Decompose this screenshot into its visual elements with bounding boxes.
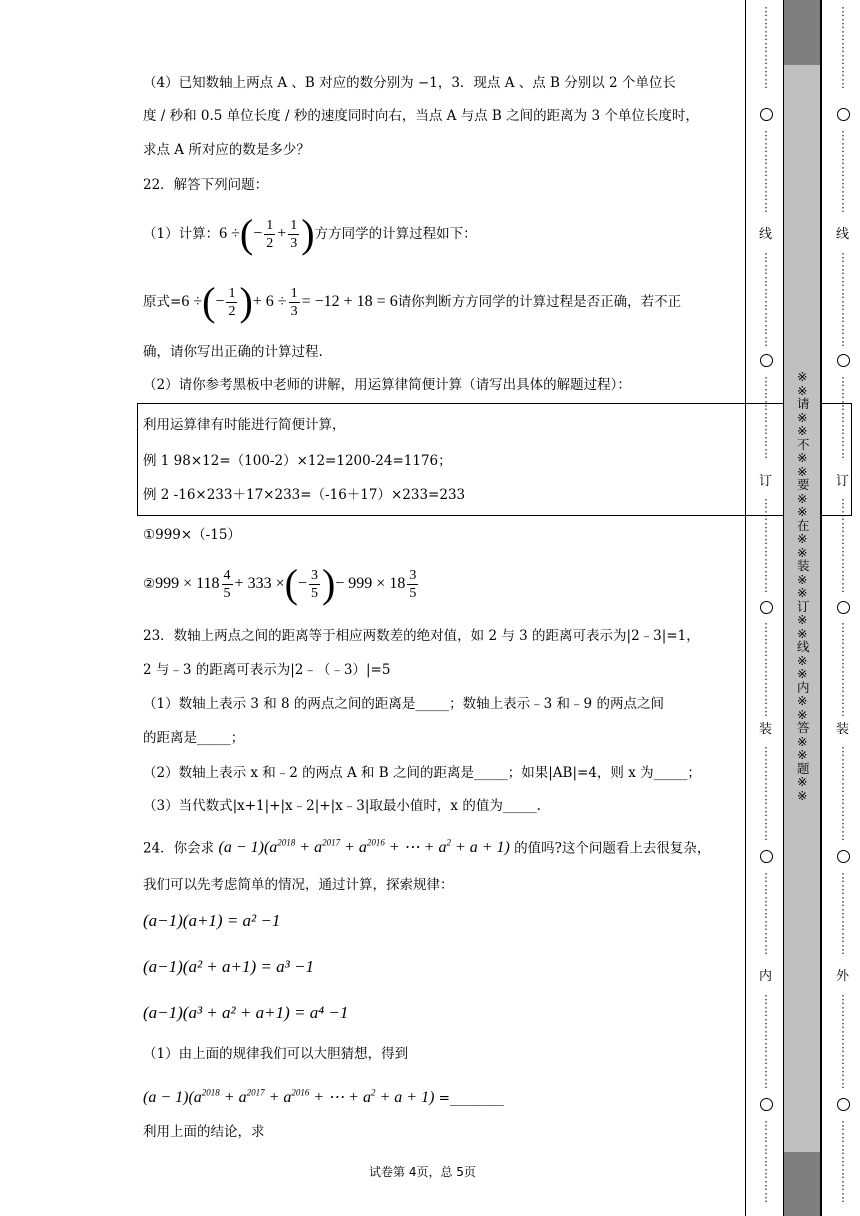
q24-eq2: (a−1)(a² + a+1) = a³ −1 bbox=[143, 957, 314, 976]
margin-char-bind: 订 bbox=[836, 474, 850, 489]
right-paren: ) bbox=[239, 279, 253, 324]
dots: ⋮ ⋮ ⋮ ⋮ ⋮ ⋮ ⋮ ⋮ bbox=[837, 993, 849, 1090]
circle-icon bbox=[837, 601, 850, 614]
q22-orig-expr-a: 6 ÷ bbox=[181, 293, 203, 310]
margin-rule-right bbox=[821, 0, 822, 1216]
q24-series-expr: $(a - 1)(a^{2018} + a^{2017} + a^{2016}$ + ⋯ + $a^2 + a + 1$) bbox=[143, 1088, 435, 1107]
margin-char-line: 线 bbox=[759, 227, 773, 242]
q22-orig-prefix: 原式= bbox=[143, 294, 182, 310]
q23-part1-line1: （1）数轴上表示 3 和 8 的两点之间的距离是_____；数轴上表示﹣3 和﹣9 的两点之间 bbox=[143, 696, 664, 712]
fraction-1-3 bbox=[288, 217, 299, 252]
q22-orig-suffix: 请你判断方方同学的计算过程是否正确，若不正 bbox=[397, 294, 682, 310]
q22-part1-expr-a: 6 ÷ bbox=[219, 225, 240, 242]
dots: ⋮ ⋮ ⋮ ⋮ ⋮ ⋮ ⋮ ⋮ bbox=[760, 251, 772, 348]
dots: ⋮ ⋮ ⋮ ⋮ ⋮ ⋮ ⋮ ⋮ bbox=[837, 745, 849, 842]
warning-text: ※※请※※不※※要※※在※※装※※订※※线※※内※※答※※题※※ bbox=[797, 369, 810, 803]
q24-part1: （1）由上面的规律我们可以大胆猜想，得到 bbox=[143, 1046, 409, 1062]
fraction-1-2 bbox=[226, 285, 237, 320]
fraction-3-5 bbox=[309, 567, 320, 602]
right-paren: ) bbox=[321, 561, 336, 606]
fraction-3-5 bbox=[407, 567, 418, 602]
frac-num: 4 bbox=[223, 567, 231, 583]
q22-item2-prefix: ② bbox=[143, 576, 156, 592]
margin-rule-left bbox=[745, 0, 746, 1216]
q23-part2: （2）数轴上表示 x 和﹣2 的两点 A 和 B 之间的距离是_____；如果|AB|=4，则 x 为_____； bbox=[143, 765, 701, 781]
dots: ⋮ ⋮ ⋮ ⋮ ⋮ ⋮ ⋮ ⋮ bbox=[760, 745, 772, 842]
strip-top-block bbox=[784, 0, 820, 65]
circle-icon bbox=[760, 108, 773, 121]
right-paren: ) bbox=[301, 211, 315, 256]
q22-item2 bbox=[143, 562, 420, 606]
dots: ⋮ ⋮ ⋮ ⋮ ⋮ ⋮ ⋮ ⋮ bbox=[837, 251, 849, 348]
margin-char-pack: 装 bbox=[836, 722, 850, 737]
q24-line1-prefix: 24．你会求 bbox=[143, 840, 215, 857]
q23-part3: （3）当代数式|x+1|+|x﹣2|+|x﹣3|取最小值时，x 的值为_____. bbox=[143, 798, 541, 814]
margin-char-outside: 外 bbox=[836, 969, 850, 984]
q21-4-line1: （4）已知数轴上两点 A 、B 对应的数分别为 −1，3．现点 A 、点 B 分别以 2 个单位长 bbox=[143, 75, 676, 91]
dots: ⋮ ⋮ ⋮ ⋮ ⋮ ⋮ ⋮ ⋮ bbox=[760, 621, 772, 718]
q22-item2-mid: + 333 × bbox=[234, 575, 285, 592]
circle-icon bbox=[837, 1098, 850, 1111]
frac-num: 1 bbox=[290, 285, 298, 301]
q22-part2: （2）请你参考黑板中老师的讲解，用运算律简便计算（请写出具体的解题过程）： bbox=[143, 377, 631, 393]
q23-part1-line2: 的距离是_____； bbox=[143, 730, 245, 746]
frac-den: 3 bbox=[290, 235, 298, 251]
q24-eq3: (a−1)(a³ + a² + a+1) = a⁴ −1 bbox=[143, 1003, 349, 1022]
dots: ⋮ ⋮ ⋮ ⋮ ⋮ ⋮ ⋮ ⋮ bbox=[760, 497, 772, 594]
q22-orig-tail: = −12 + 18 = 6 bbox=[301, 293, 398, 310]
circle-icon bbox=[837, 354, 850, 367]
frac-num: 3 bbox=[409, 567, 417, 583]
circle-icon bbox=[760, 1098, 773, 1111]
q24-line2: 我们可以先考虑简单的情况，通过计算，探索规律： bbox=[143, 877, 454, 893]
q24-line1 bbox=[143, 833, 710, 858]
q22-part1-suffix: 方方同学的计算过程如下： bbox=[314, 226, 477, 242]
q23-line2: 2 与﹣3 的距离可表示为|2﹣（﹣3）|=5 bbox=[143, 662, 391, 678]
margin-char-bind: 订 bbox=[759, 474, 773, 489]
minus-sign: − bbox=[215, 293, 225, 310]
circle-icon bbox=[837, 108, 850, 121]
frac-den: 5 bbox=[310, 585, 318, 601]
frac-den: 5 bbox=[223, 585, 231, 601]
minus-sign: − bbox=[253, 225, 263, 242]
q24-series-expr: $(a - 1)(a^{2018} + a^{2017} + a^{2016}$ + ⋯ + $a^2 + a + 1$) bbox=[218, 838, 510, 857]
q24-answer-blank[interactable]: =________ bbox=[434, 1090, 504, 1107]
minus-sign: − bbox=[297, 575, 307, 592]
frac-num: 1 bbox=[290, 217, 298, 233]
dots: ⋮ ⋮ ⋮ ⋮ ⋮ ⋮ ⋮ bbox=[760, 375, 772, 460]
circle-icon bbox=[837, 850, 850, 863]
frac-den: 5 bbox=[409, 585, 417, 601]
fraction-1-3 bbox=[289, 285, 300, 320]
dots: ⋮ ⋮ ⋮ ⋮ ⋮ ⋮ ⋮ bbox=[760, 871, 772, 956]
dots: ⋮ ⋮ ⋮ ⋮ ⋮ ⋮ ⋮ bbox=[837, 871, 849, 956]
q24-eq1: (a−1)(a+1) = a² −1 bbox=[143, 911, 281, 930]
frac-den: 3 bbox=[290, 303, 298, 319]
box-line1: 利用运算律有时能进行简便计算， bbox=[143, 417, 346, 433]
box-line3: 例 2 -16×233＋17×233=（-16＋17）×233=233 bbox=[143, 487, 466, 503]
strip-bottom-block bbox=[784, 1152, 820, 1216]
q22-item2-expr: 999 × 118 bbox=[155, 575, 220, 592]
outer-dotted-column bbox=[836, 0, 850, 1216]
dots: ⋮ ⋮ ⋮ ⋮ ⋮ ⋮ ⋮ bbox=[760, 5, 772, 90]
frac-num: 3 bbox=[310, 567, 318, 583]
left-paren: ( bbox=[202, 279, 216, 324]
plus-sign: + bbox=[277, 225, 287, 242]
dots: ⋮ ⋮ ⋮ ⋮ ⋮ ⋮ ⋮ ⋮ bbox=[760, 993, 772, 1090]
fraction-4-5 bbox=[222, 567, 233, 602]
q24-last: 利用上面的结论，求 bbox=[143, 1124, 265, 1140]
inner-dotted-column bbox=[759, 0, 773, 1216]
dots: ⋮ ⋮ ⋮ ⋮ ⋮ ⋮ ⋮ ⋮ bbox=[837, 497, 849, 594]
circle-icon bbox=[760, 601, 773, 614]
q22-item1: ①999×（-15） bbox=[143, 527, 241, 543]
left-paren: ( bbox=[284, 561, 298, 606]
frac-den: 2 bbox=[266, 235, 274, 251]
frac-num: 1 bbox=[228, 285, 236, 301]
q24-line1-suffix: 的值吗?这个问题看上去很复杂， bbox=[514, 840, 711, 857]
frac-num: 1 bbox=[266, 217, 274, 233]
dots: ⋮ ⋮ ⋮ ⋮ ⋮ ⋮ ⋮ bbox=[837, 129, 849, 214]
q22-part1-prefix: （1）计算： bbox=[143, 226, 220, 242]
margin-char-inside: 内 bbox=[759, 969, 773, 984]
page-footer: 试卷第 4页，总 5页 bbox=[369, 1165, 476, 1179]
margin-char-line: 线 bbox=[836, 227, 850, 242]
q24-part1-expr bbox=[143, 1083, 504, 1108]
q23-line1: 23．数轴上两点之间的距离等于相应两数差的绝对值，如 2 与 3 的距离可表示为|2﹣3|=1， bbox=[143, 628, 700, 644]
margin-char-pack: 装 bbox=[759, 722, 773, 737]
q22-orig-mid: + 6 ÷ bbox=[252, 293, 287, 310]
dots: ⋮ ⋮ ⋮ ⋮ ⋮ ⋮ ⋮ bbox=[760, 129, 772, 214]
q22-heading: 22．解答下列问题： bbox=[143, 177, 269, 193]
q22-orig-line2: 确，请你写出正确的计算过程. bbox=[143, 344, 323, 360]
dots: ⋮ ⋮ ⋮ ⋮ ⋮ ⋮ ⋮ bbox=[837, 375, 849, 460]
box-line2: 例 1 98×12=（100-2）×12=1200-24=1176； bbox=[143, 453, 452, 469]
q21-4-line3: 求点 A 所对应的数是多少？ bbox=[143, 142, 310, 158]
q22-orig bbox=[143, 280, 681, 324]
q22-item2-tail: − 999 × 18 bbox=[335, 575, 406, 592]
q22-part1 bbox=[143, 212, 477, 256]
fraction-1-2 bbox=[264, 217, 275, 252]
circle-icon bbox=[760, 354, 773, 367]
dots: ⋮ ⋮ ⋮ ⋮ ⋮ ⋮ ⋮ bbox=[760, 1119, 772, 1204]
frac-den: 2 bbox=[228, 303, 236, 319]
left-paren: ( bbox=[239, 211, 254, 256]
q21-4-line2: 度 / 秒和 0.5 单位长度 / 秒的速度同时向右，当点 A 与点 B 之间的距离为 3 个单位长度时， bbox=[143, 108, 699, 124]
circle-icon bbox=[760, 850, 773, 863]
dots: ⋮ ⋮ ⋮ ⋮ ⋮ ⋮ ⋮ bbox=[837, 5, 849, 90]
dots: ⋮ ⋮ ⋮ ⋮ ⋮ ⋮ ⋮ ⋮ bbox=[837, 621, 849, 718]
dots: ⋮ ⋮ ⋮ ⋮ ⋮ ⋮ ⋮ bbox=[837, 1119, 849, 1204]
